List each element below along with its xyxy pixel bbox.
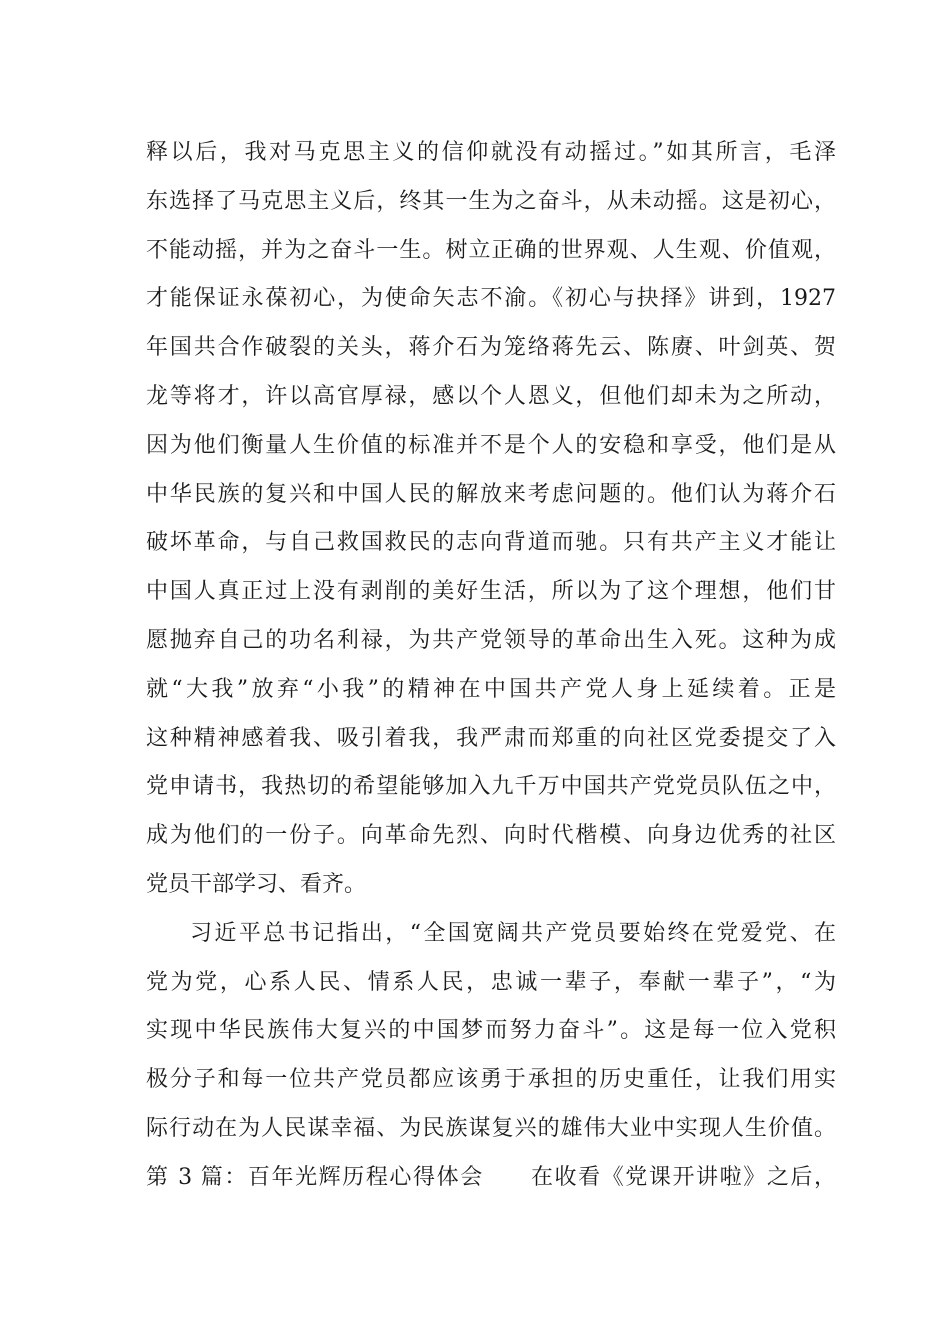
text-line: 第 3 篇：百年光辉历程心得体会 在收看《党课开讲啦》之后， <box>146 1164 836 1190</box>
text-line: 不能动摇，并为之奋斗一生。树立正确的世界观、人生观、价值观， <box>146 237 836 263</box>
text-line: 际行动在为人民谋幸福、为民族谋复兴的雄伟大业中实现人生价值。 <box>146 1115 836 1141</box>
text-line: 年国共合作破裂的关头，蒋介石为笼络蒋先云、陈赓、叶剑英、贺 <box>146 335 836 361</box>
text-line: 因为他们衡量人生价值的标准并不是个人的安稳和享受，他们是从 <box>146 432 836 458</box>
text-line: 中国人真正过上没有剥削的美好生活，所以为了这个理想，他们甘 <box>146 579 836 605</box>
text-line: 实现中华民族伟大复兴的中国梦而努力奋斗”。这是每一位入党积 <box>146 1018 836 1044</box>
text-line: 党申请书，我热切的希望能够加入九千万中国共产党党员队伍之中， <box>146 774 836 800</box>
text-line: 党员干部学习、看齐。 <box>146 871 367 897</box>
text-line: 龙等将才，许以高官厚禄，感以个人恩义，但他们却未为之所动， <box>146 383 836 409</box>
text-line: 党为党，心系人民、情系人民，忠诚一辈子，奉献一辈子”，“为 <box>146 969 836 995</box>
text-line: 才能保证永葆初心，为使命矢志不渝。《初心与抉择》讲到，1927 <box>146 286 836 312</box>
text-line: 就“大我”放弃“小我”的精神在中国共产党人身上延续着。正是 <box>146 676 836 702</box>
document-body <box>146 133 836 1207</box>
text-line: 这种精神感着我、吸引着我，我严肃而郑重的向社区党委提交了入 <box>146 725 836 751</box>
text-line: 习近平总书记指出，“全国宽阔共产党员要始终在党爱党、在 <box>190 920 836 946</box>
text-line: 极分子和每一位共产党员都应该勇于承担的历史重任，让我们用实 <box>146 1067 836 1093</box>
text-line: 释以后，我对马克思主义的信仰就没有动摇过。”如其所言，毛泽 <box>146 140 836 165</box>
text-line: 破坏革命，与自己救国救民的志向背道而驰。只有共产主义才能让 <box>146 530 836 556</box>
text-line: 成为他们的一份子。向革命先烈、向时代楷模、向身边优秀的社区 <box>146 823 836 849</box>
text-line: 中华民族的复兴和中国人民的解放来考虑问题的。他们认为蒋介石 <box>146 481 836 507</box>
text-line: 东选择了马克思主义后，终其一生为之奋斗，从未动摇。这是初心， <box>146 188 836 214</box>
text-line: 愿抛弃自己的功名利禄，为共产党领导的革命出生入死。这种为成 <box>146 627 836 653</box>
